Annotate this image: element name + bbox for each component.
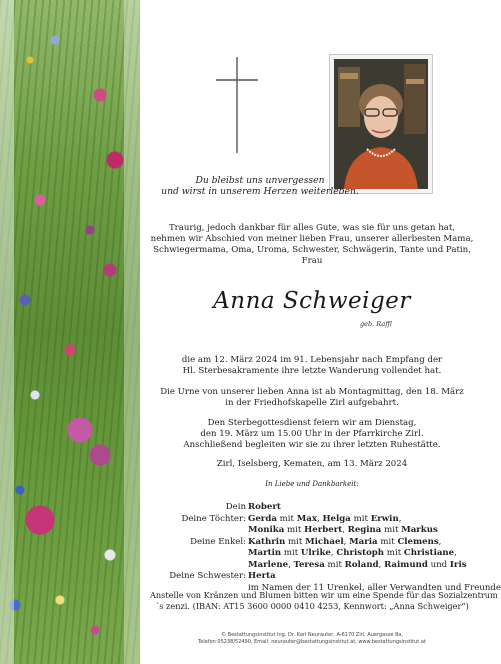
family-member-name: Kathrin bbox=[248, 536, 286, 547]
cross-icon bbox=[213, 55, 261, 155]
family-member-name: Max bbox=[296, 513, 317, 524]
family-row bbox=[150, 560, 474, 572]
family-connector: mit bbox=[285, 536, 306, 547]
family-connector: mit bbox=[284, 525, 305, 535]
family-member-name: Herta bbox=[248, 571, 276, 581]
service-info-line: den 19. März um 15.00 Uhr in der Pfarrkirche Zirl. bbox=[200, 429, 424, 439]
family-connector: mit bbox=[276, 513, 297, 524]
urn-info-line: Die Urne von unserer lieben Anna ist ab Montagmittag, den 18. März bbox=[160, 387, 464, 397]
family-members bbox=[248, 537, 441, 549]
family-member-name: Michael bbox=[305, 536, 344, 547]
portrait-photo bbox=[334, 59, 428, 189]
service-info bbox=[150, 418, 474, 451]
family-connector: , bbox=[288, 559, 294, 570]
family-relation-label: Deine Schwester: bbox=[169, 571, 246, 581]
family-connector: im Namen der 11 Urenkel, aller Verwandten und Freunde bbox=[248, 582, 501, 593]
intro-text bbox=[150, 223, 474, 267]
family-connector: , bbox=[454, 548, 457, 558]
family-member-name: Maria bbox=[349, 536, 378, 547]
family-member-name: Roland bbox=[344, 559, 379, 570]
family-member-name: Teresa bbox=[293, 559, 325, 570]
family-member-name: Herbert bbox=[304, 525, 343, 535]
family-relation-label: Dein bbox=[225, 502, 246, 512]
image-fade-edge bbox=[124, 0, 140, 664]
family-member-name: Helga bbox=[322, 513, 351, 524]
family-member-name: Christiane bbox=[403, 548, 455, 558]
family-member-name: Ulrike bbox=[300, 548, 331, 558]
family-member-name: Erwin bbox=[370, 513, 399, 524]
place-date: Zirl, Iselsberg, Kematen, am 13. März 2024 bbox=[216, 459, 408, 469]
donation-line: Anstelle von Kränzen und Blumen bitten wir um eine Spende für das Sozialzentrum bbox=[150, 590, 498, 600]
family-connector: , bbox=[342, 525, 348, 535]
imprint-line: Telefon 05238/52490, Email: neurauter@bestattungsinstitut.at, www.bestattungsinstitut.at bbox=[198, 639, 426, 645]
family-connector: , bbox=[343, 536, 350, 547]
family-connector: mit bbox=[324, 559, 345, 570]
family-connector: mit bbox=[281, 548, 301, 558]
family-row bbox=[150, 502, 474, 514]
donation-line: ´s zenzi. (IBAN: AT15 3600 0000 0410 4253, Kennwort: „Anna Schweiger“) bbox=[155, 601, 469, 611]
verse-line-1: Du bleibst uns unvergessen bbox=[195, 175, 325, 186]
family-relation-label: Deine Enkel: bbox=[190, 536, 246, 547]
family-members bbox=[248, 514, 401, 526]
family-members bbox=[248, 548, 457, 560]
family-connector: mit bbox=[384, 548, 404, 558]
family-members bbox=[248, 525, 438, 537]
family-connector: , bbox=[330, 548, 337, 558]
intro-line: Traurig, jedoch dankbar für alles Gute, was sie für uns getan hat, bbox=[168, 223, 456, 233]
verse-line-2: und wirst in unserem Herzen weiterleben. bbox=[161, 186, 359, 197]
family-connector: mit bbox=[350, 513, 371, 524]
family-connector: mit bbox=[381, 525, 402, 535]
birth-name: geb. Raffl bbox=[360, 320, 392, 328]
family-members bbox=[248, 502, 281, 514]
family-connector: , bbox=[316, 513, 323, 524]
intro-line: Schwiegermama, Oma, Uroma, Schwester, Schwägerin, Tante und Patin, bbox=[153, 245, 471, 255]
family-member-name: Robert bbox=[248, 502, 281, 512]
family-member-name: Marlene bbox=[248, 559, 289, 570]
family-member-name: Raimund bbox=[384, 559, 428, 570]
family-member-name: Martin bbox=[248, 548, 282, 558]
donation-note bbox=[150, 590, 498, 612]
service-info-line: Anschließend begleiten wir sie zu ihrer letzten Ruhestätte. bbox=[183, 440, 441, 450]
family-row bbox=[150, 537, 474, 549]
funeral-home-imprint bbox=[150, 632, 474, 646]
family-connector: , bbox=[398, 513, 402, 524]
portrait-frame bbox=[330, 55, 432, 193]
imprint-line: © Bestattungsinstitut Ing. Dr. Karl Neurauter, A-6170 Zirl, Auergasse 8a, bbox=[221, 632, 403, 638]
urn-info-line: in der Friedhofskapelle Zirl aufgebahrt. bbox=[225, 398, 399, 408]
urn-info bbox=[150, 387, 474, 409]
family-member-name: Monika bbox=[248, 525, 285, 535]
deceased-name: Anna Schweiger bbox=[213, 288, 411, 314]
family-member-name: Regina bbox=[347, 525, 382, 535]
in-love-heading: In Liebe und Dankbarkeit: bbox=[265, 480, 359, 488]
family-members bbox=[248, 571, 276, 583]
intro-line: Frau bbox=[301, 256, 323, 266]
family-member-name: Christoph bbox=[336, 548, 385, 558]
intro-line: nehmen wir Abschied von meiner lieben Frau, unserer allerbesten Mama, bbox=[150, 234, 474, 244]
death-info bbox=[150, 355, 474, 377]
family-connector: und bbox=[427, 559, 450, 570]
family-row bbox=[150, 514, 474, 526]
service-info-line: Den Sterbegottesdienst feiern wir am Dienstag, bbox=[207, 418, 417, 428]
family-member-name: Iris bbox=[449, 559, 467, 570]
family-connector: , bbox=[438, 536, 442, 547]
family-row bbox=[150, 571, 474, 583]
death-info-line: Hl. Sterbesakramente ihre letzte Wanderung vollendet hat. bbox=[182, 366, 442, 376]
family-members bbox=[248, 560, 467, 572]
image-light-edge bbox=[0, 0, 14, 664]
family-relation-label: Deine Töchter: bbox=[181, 513, 246, 524]
family-connector: mit bbox=[377, 536, 398, 547]
family-connector: , bbox=[378, 559, 385, 570]
family-row bbox=[150, 525, 474, 537]
family-member-name: Markus bbox=[401, 525, 438, 535]
death-info-line: die am 12. März 2024 im 91. Lebensjahr nach Empfang der bbox=[181, 355, 443, 365]
family-member-name: Gerda bbox=[248, 513, 277, 524]
family-row bbox=[150, 548, 474, 560]
family-member-name: Clemens bbox=[397, 536, 439, 547]
wildflower-meadow-image bbox=[0, 0, 140, 664]
family-list bbox=[150, 502, 501, 594]
